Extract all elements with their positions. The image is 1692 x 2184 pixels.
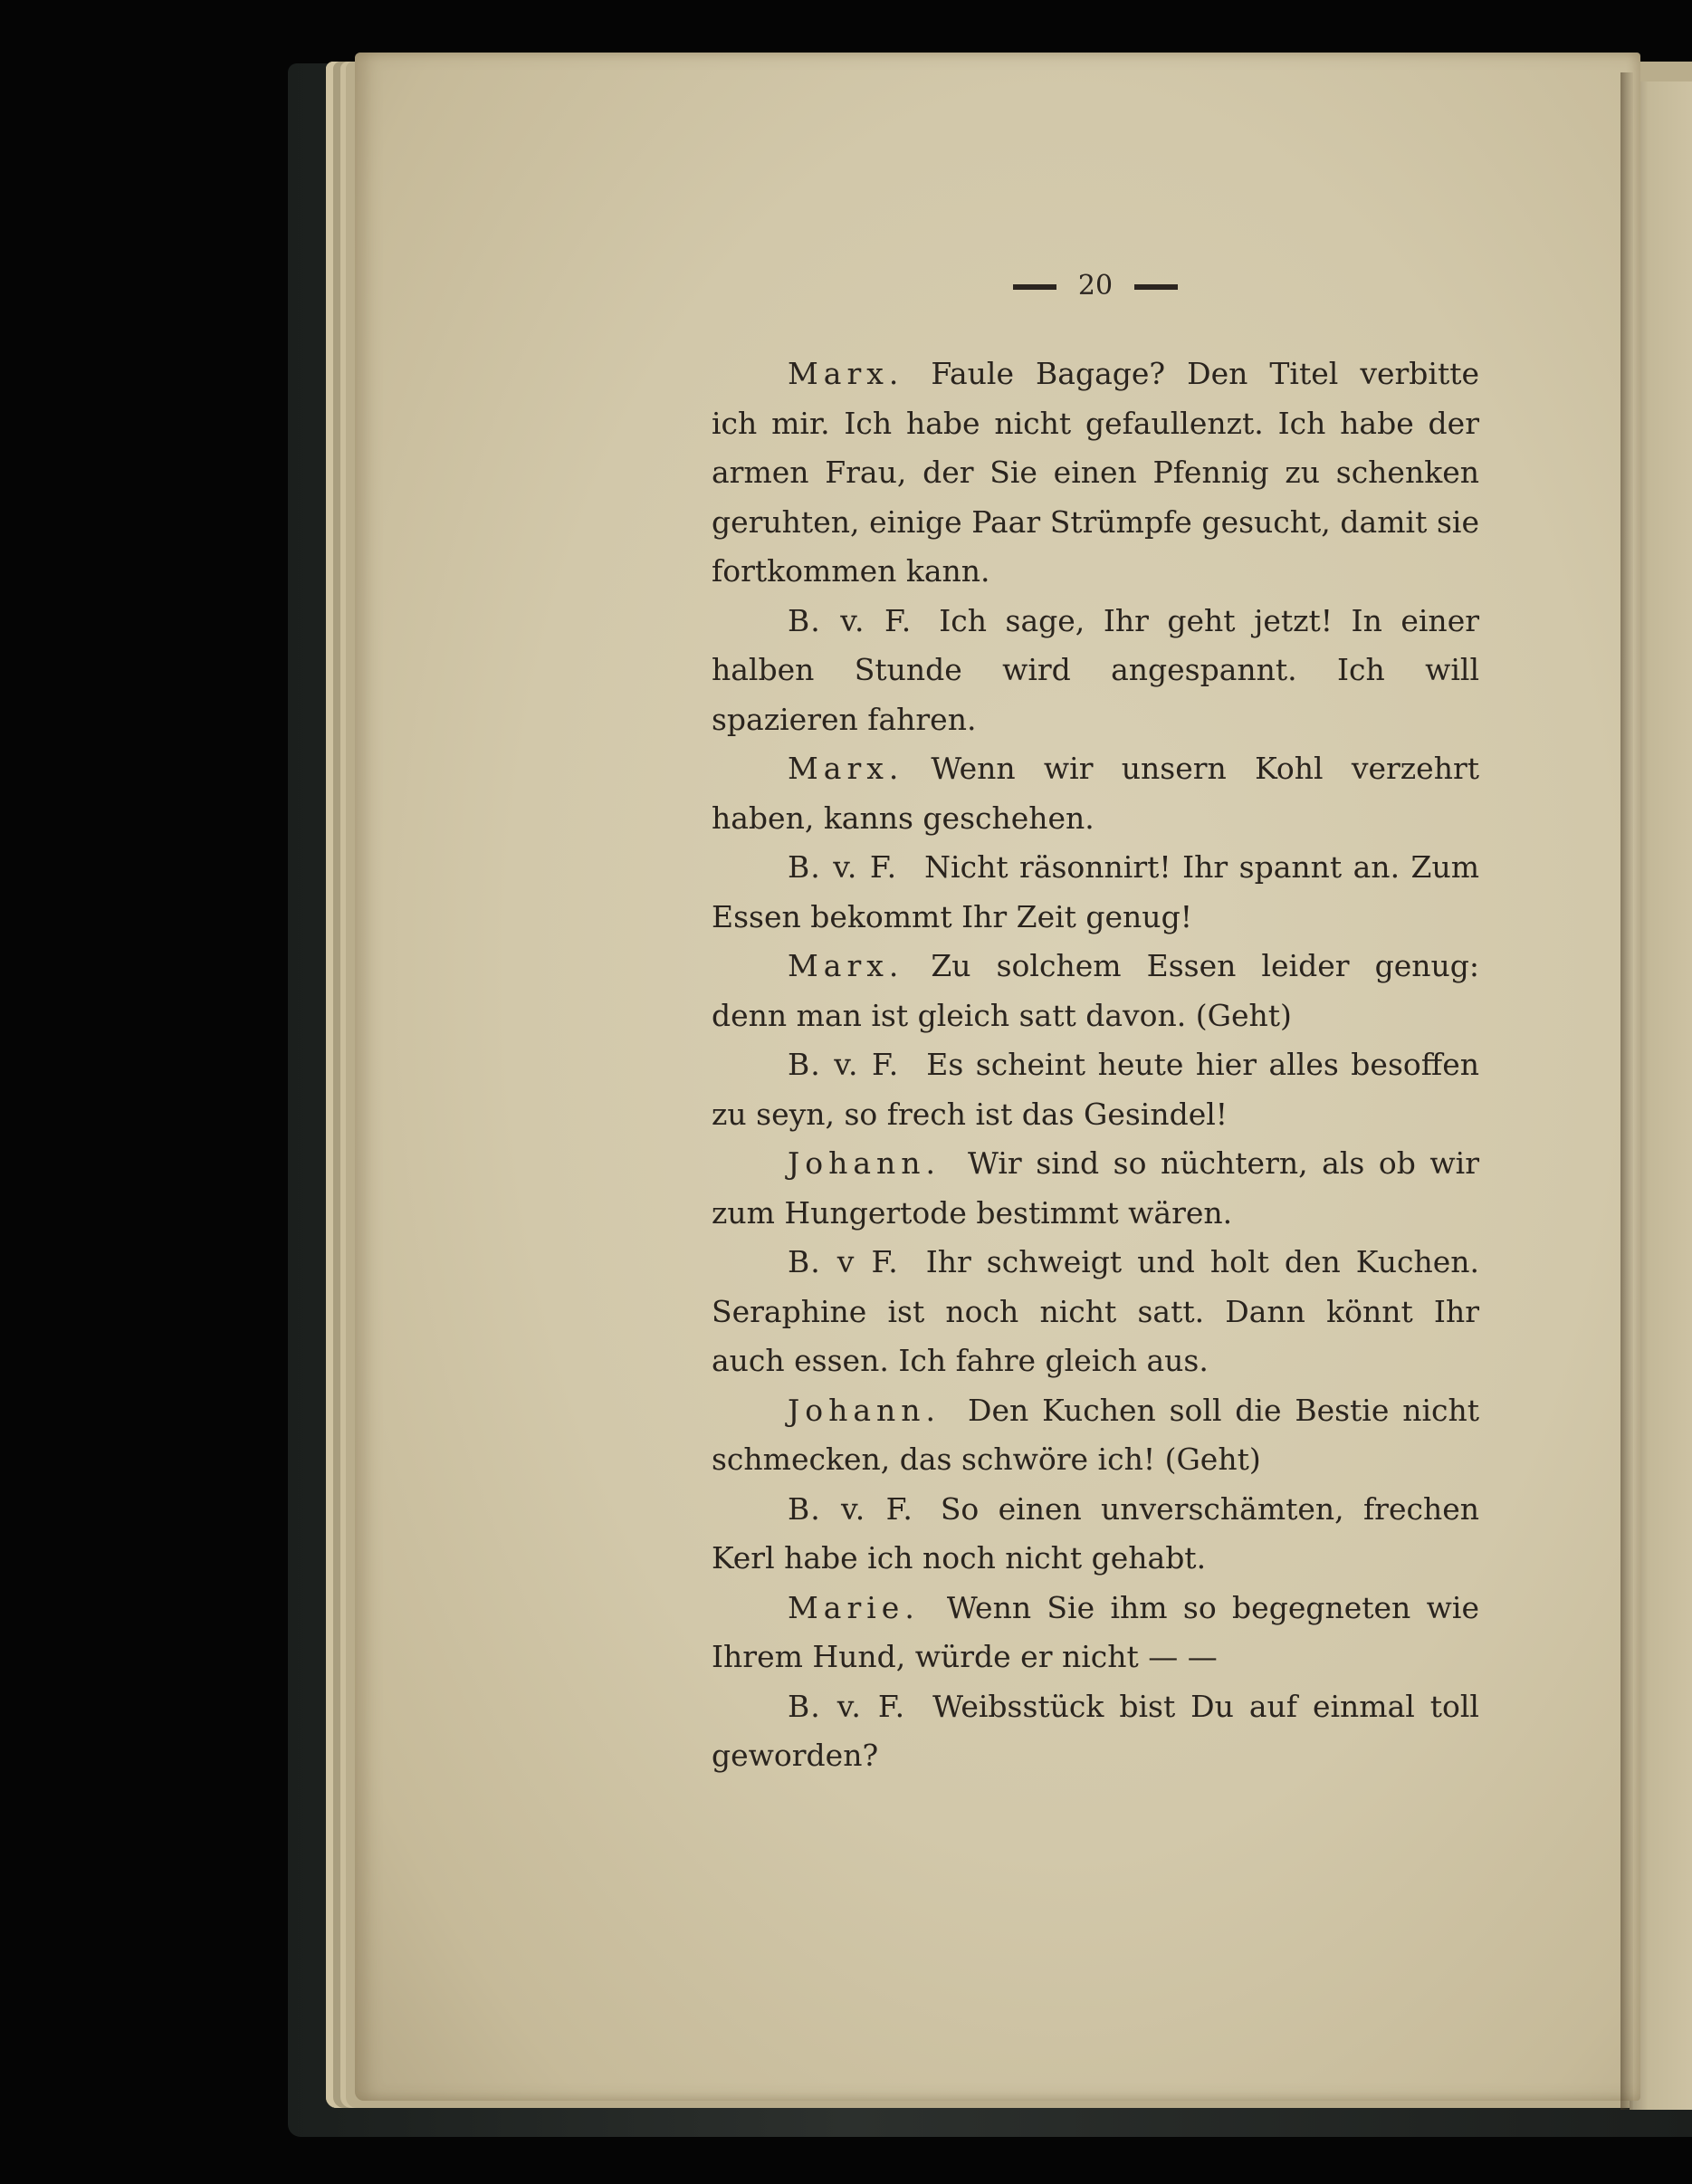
dialogue-text: So einen unverschämten, frechen Kerl habe ich noch nicht gehabt. [712,1490,1479,1576]
dialogue-text: Weibsstück bist Du auf einmal toll geworden? [712,1688,1479,1773]
dialogue-text: Wenn wir unsern Kohl verzehrt haben, kanns geschehen. [712,751,1479,836]
speaker-name: B. v. F. [788,1047,900,1082]
dialogue-text: Es scheint heute hier alles besoffen zu seyn, so frech ist das Gesindel! [712,1047,1479,1132]
dialogue-paragraph [712,1139,1479,1238]
dialogue-paragraph [712,350,1479,597]
speaker-name: B. v F. [788,1244,899,1279]
book-gutter [1620,72,1633,2110]
dialogue-text: Ich sage, Ihr geht jetzt! In einer halben Stunde wird angespannt. Ich will spazieren fahren. [712,602,1479,737]
dialogue-paragraph [712,1485,1479,1584]
dialogue-text: Zu solchem Essen leider genug: denn man ist gleich satt davon. (Geht) [712,948,1479,1033]
dialogue-paragraph [712,1584,1479,1682]
dialogue-paragraph [712,1238,1479,1386]
speaker-name: Marx. [788,751,904,786]
page-number: 20 [1077,270,1114,302]
dialogue-paragraph [712,942,1479,1040]
speaker-name: B. v. F. [788,1688,906,1724]
speaker-name: Johann. [788,1145,942,1181]
speaker-name: Marx. [788,948,904,983]
page-header [969,270,1222,315]
speaker-name: B. v. F. [788,602,913,638]
speaker-name: Marie. [788,1589,920,1625]
dialogue-paragraph [712,843,1479,942]
dialogue-text: Ihr schweigt und holt den Kuchen. Seraphine ist noch nicht satt. Dann könnt Ihr auch essen. Ich fahre gleich aus. [712,1244,1479,1378]
speaker-name: B. v. F. [788,1490,913,1527]
header-dash-right [1134,284,1178,290]
speaker-name: Johann. [788,1392,942,1428]
dialogue-text: Faule Bagage? Den Titel verbitte ich mir. Ich habe nicht gefaullenzt. Ich habe der armen Frau, der Sie einen Pfennig zu schenken geruhten, einige Paar Strümpfe gesucht, damit sie fortkommen kann. [712,356,1479,589]
page-body [712,350,1479,1781]
dialogue-paragraph [712,1386,1479,1485]
dialogue-paragraph [712,1040,1479,1139]
dialogue-paragraph [712,744,1479,843]
dialogue-text: Nicht räsonnirt! Ihr spannt an. Zum Essen bekommt Ihr Zeit genug! [712,849,1479,934]
speaker-name: Marx. [788,356,904,391]
dialogue-text: Wenn Sie ihm so begegneten wie Ihrem Hund, würde er nicht — — [712,1589,1479,1674]
dialogue-text: Den Kuchen soll die Bestie nicht schmecken, das schwöre ich! (Geht) [712,1392,1479,1477]
speaker-name: B. v. F. [788,849,898,885]
dialogue-paragraph [712,597,1479,745]
dialogue-text: Wir sind so nüchtern, als ob wir zum Hungertode bestimmt wären. [712,1145,1479,1231]
dialogue-paragraph [712,1682,1479,1781]
header-dash-left [1013,284,1056,290]
